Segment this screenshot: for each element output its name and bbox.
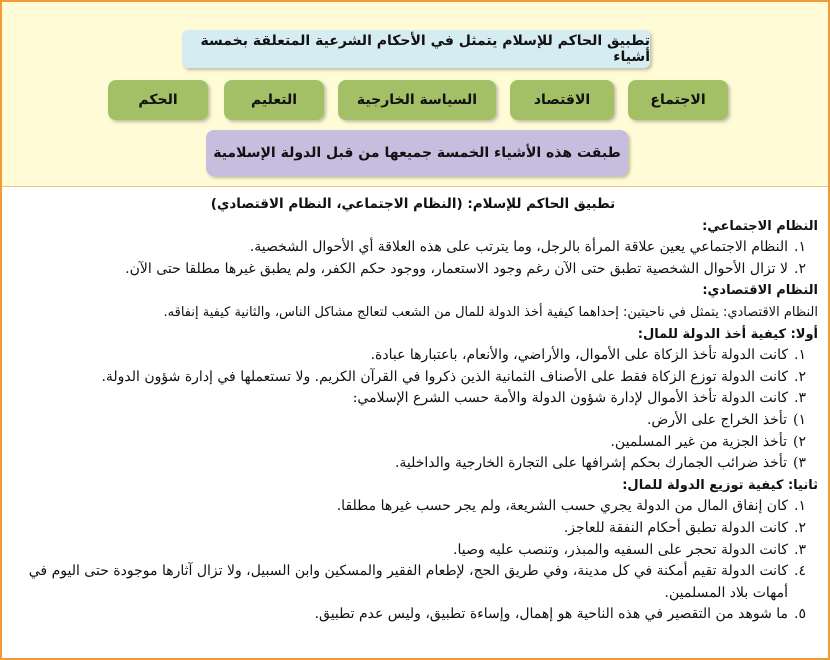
list-item: ٣. كانت الدولة تأخذ الأموال لإدارة شؤون الدولة والأمة حسب الشرع الإسلامي: bbox=[352, 390, 806, 407]
social-heading: النظام الاجتماعي: bbox=[702, 218, 818, 234]
sub-list-item: ٢) تأخذ الجزية من غير المسلمين. bbox=[610, 433, 806, 450]
list-item: ٢. لا تزال الأحوال الشخصية تطبق حتى الآن رغم وجود الاستعمار، ووجود حكم الكفر، ولم يطبق غيرها مطلقا حتى الآن. bbox=[125, 260, 806, 277]
item-governance: الحكم bbox=[108, 80, 208, 120]
list-item: ٢. كانت الدولة توزع الزكاة فقط على الأصناف الثمانية الذين ذكروا في القرآن الكريم. ولا تستعملها في إدارة شؤون الدولة. bbox=[101, 368, 806, 385]
item-education: التعليم bbox=[224, 80, 324, 120]
first-heading: أولا: كيفية أخذ الدولة للمال: bbox=[637, 326, 818, 342]
content-body bbox=[8, 194, 818, 626]
sub-list-item: ١) تأخذ الخراج على الأرض. bbox=[646, 411, 806, 428]
header-subtitle: طبقت هذه الأشياء الخمسة جميعها من قبل الدولة الإسلامية bbox=[206, 130, 628, 176]
list-item: ١. كان إنفاق المال من الدولة يجري حسب الشريعة، ولم يجر حسب غيرها مطلقا. bbox=[336, 498, 806, 515]
list-item: ٤. كانت الدولة تقيم أمكنة في كل مدينة، وفي طريق الحج، لإطعام الفقير والمسكين وابن السبيل، ولا تزال آثارها موجودة حتى اليوم في أمهات بلاد المسلمين. bbox=[28, 563, 806, 601]
item-economy: الاقتصاد bbox=[510, 80, 614, 120]
item-social: الاجتماع bbox=[628, 80, 728, 120]
list-item: ١. كانت الدولة تأخذ الزكاة على الأموال، والأراضي، والأنعام، باعتبارها عبادة. bbox=[370, 347, 806, 364]
economic-intro: النظام الاقتصادي: يتمثل في ناحيتين: إحداهما كيفية أخذ الدولة للمال من الشعب لتعالج مشاكل الناس، والثانية كيفية إنفاقه. bbox=[163, 304, 818, 320]
economic-heading: النظام الاقتصادي: bbox=[702, 283, 818, 299]
list-item: ١. النظام الاجتماعي يعين علاقة المرأة بالرجل، وما يترتب على هذه العلاقة أي الأحوال الشخصية. bbox=[249, 239, 806, 256]
header-title: تطبيق الحاكم للإسلام يتمثل في الأحكام الشرعية المتعلقة بخمسة أشياء bbox=[182, 30, 650, 68]
sub-list-item: ٣) تأخذ ضرائب الجمارك بحكم إشرافها على التجارة الخارجية والداخلية. bbox=[394, 455, 806, 472]
list-item: ٥. ما شوهد من التقصير في هذه الناحية هو إهمال، وإساءة تطبيق، وليس عدم تطبيق. bbox=[314, 606, 806, 623]
item-foreign-policy: السياسة الخارجية bbox=[338, 80, 496, 120]
second-heading: ثانيا: كيفية توزيع الدولة للمال: bbox=[622, 477, 818, 493]
list-item: ٣. كانت الدولة تحجر على السفيه والمبذر، وتنصب عليه وصيا. bbox=[453, 541, 806, 558]
section-title: تطبيق الحاكم للإسلام: (النظام الاجتماعي، النظام الاقتصادي) bbox=[210, 196, 616, 212]
list-item: ٢. كانت الدولة تطبق أحكام النفقة للعاجز. bbox=[563, 519, 806, 536]
header-panel bbox=[2, 2, 828, 187]
